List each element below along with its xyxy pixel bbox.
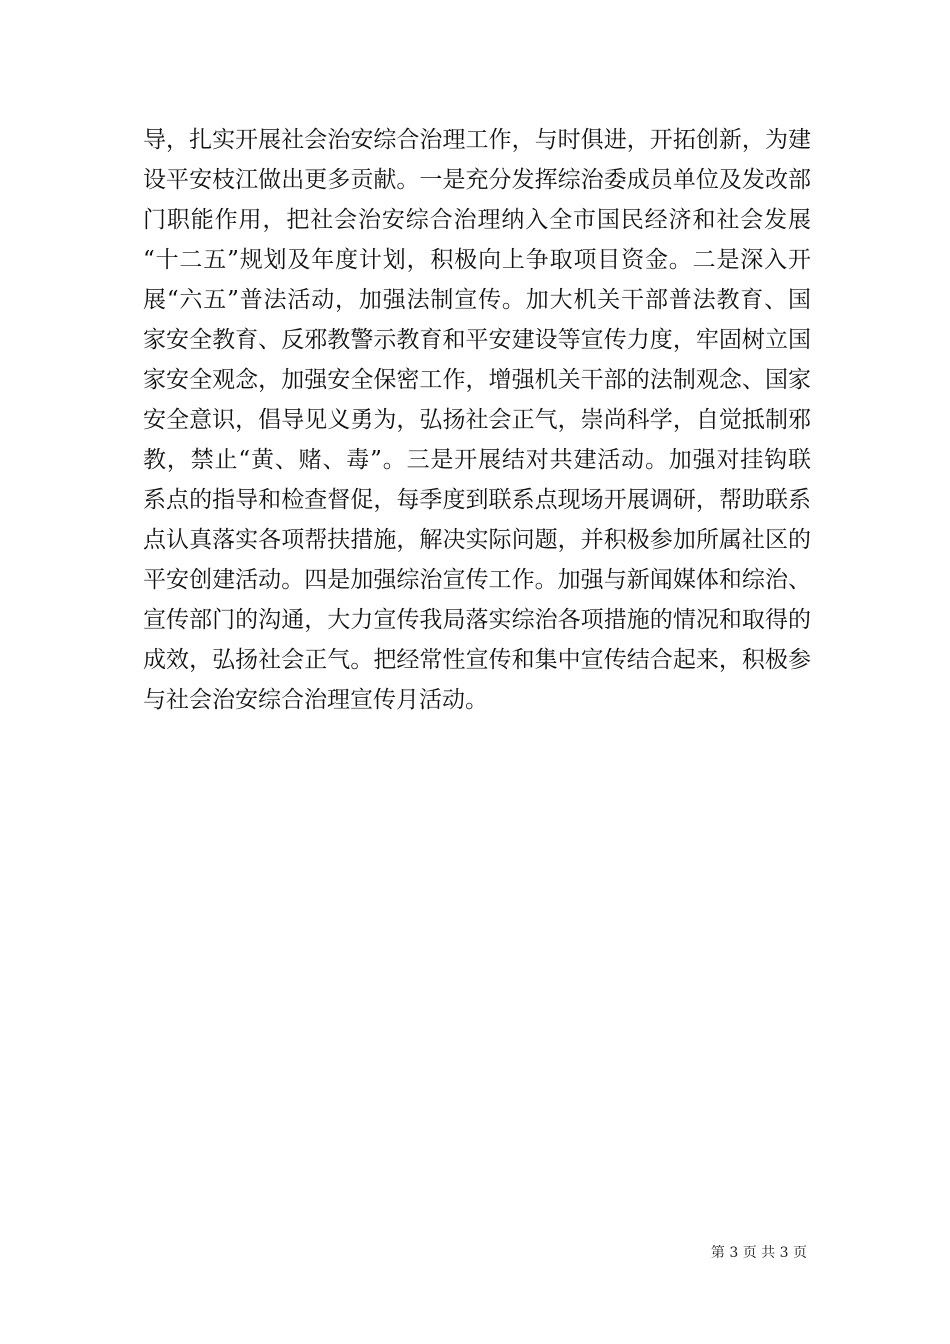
paragraph-line: 宣传部门的沟通，大力宣传我局落实综治各项措施的情况和取得的 [143, 607, 811, 633]
paragraph-line: 平安创建活动。四是加强综治宣传工作。加强与新闻媒体和综治、 [143, 567, 811, 593]
paragraph-line: 系点的指导和检查督促，每季度到联系点现场开展调研，帮助联系 [143, 487, 811, 513]
paragraph-line: 家安全观念，加强安全保密工作，增强机关干部的法制观念、国家 [143, 367, 811, 393]
paragraph-line: 家安全教育、反邪教警示教育和平安建设等宣传力度，牢固树立国 [143, 327, 811, 353]
paragraph-line: 设平安枝江做出更多贡献。一是充分发挥综治委成员单位及发改部 [143, 167, 811, 193]
page-number: 第 3 页 共 3 页 [710, 1245, 807, 1261]
paragraph-line: 成效，弘扬社会正气。把经常性宣传和集中宣传结合起来，积极参 [143, 647, 811, 673]
paragraph-line: 与社会治安综合治理宣传月活动。 [143, 687, 488, 713]
paragraph-line: 展“六五”普法活动，加强法制宣传。加大机关干部普法教育、国 [143, 287, 811, 313]
paragraph-line: 安全意识，倡导见义勇为，弘扬社会正气，崇尚科学，自觉抵制邪 [143, 407, 811, 433]
paragraph-line: “十二五”规划及年度计划，积极向上争取项目资金。二是深入开 [143, 247, 811, 273]
paragraph-line: 点认真落实各项帮扶措施，解决实际问题，并积极参加所属社区的 [143, 527, 811, 553]
paragraph-line: 教，禁止“黄、赌、毒”。三是开展结对共建活动。加强对挂钩联 [143, 447, 811, 473]
paragraph-line: 门职能作用，把社会治安综合治理纳入全市国民经济和社会发展 [143, 207, 811, 233]
body-paragraph [143, 120, 811, 720]
paragraph-line: 导，扎实开展社会治安综合治理工作，与时俱进，开拓创新，为建 [143, 127, 811, 153]
